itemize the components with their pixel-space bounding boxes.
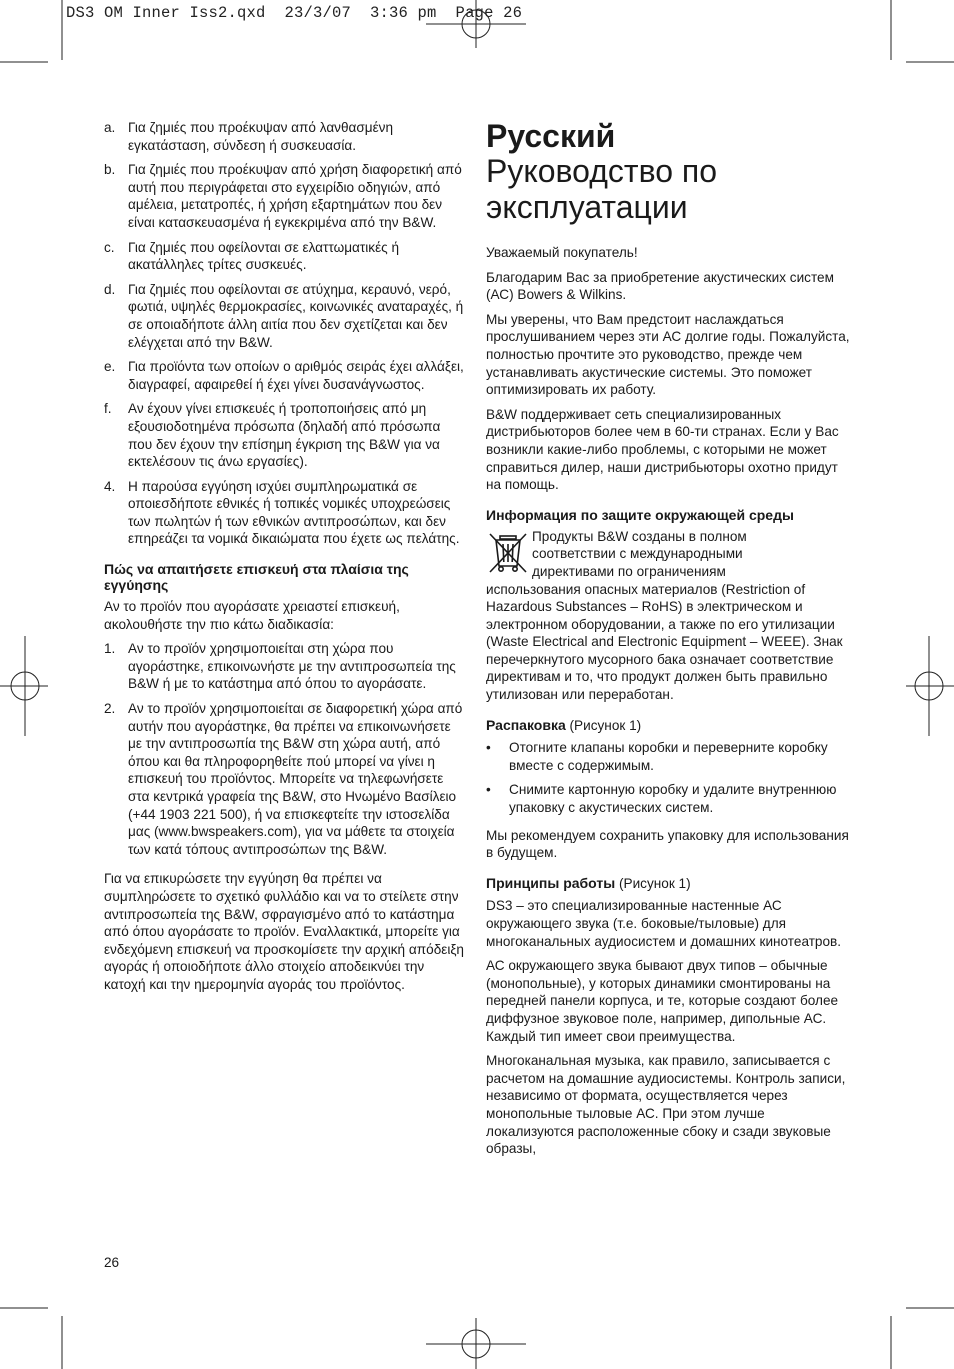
warranty-intro: Αν το προϊόν που αγοράσατε χρειαστεί επισκευή, ακολουθήστε την πιο κάτω διαδικασία: <box>104 599 400 632</box>
paragraph: Мы рекомендуем сохранить упаковку для использования в будущем. <box>486 827 849 861</box>
greeting: Уважаемый покупатель! <box>486 245 638 260</box>
environment-line: директивами по ограничениям <box>532 563 726 579</box>
environment-text: использования опасных материалов (Restriction of Hazardous Substances – RoHS) в электрическом и электронном оборудовании, а также по его утилизации (Waste Electrical and Electronic Equipment – WEEE). Знак перечеркнутого мусорного бака означает соответствие директивам и то, что продукт должен быть правильно утилизован или переработан. <box>486 581 843 703</box>
page-number: 26 <box>104 1255 120 1270</box>
paragraph: Мы уверены, что Вам предстоит наслаждаться прослушиванием через эти АС долгие годы. Пожалуйста, полностью прочтите это руководство, прежде чем устанавливать акустические системы. Это поможет оптимизировать их работу. <box>486 311 850 398</box>
language-title: Русский <box>486 118 616 154</box>
list-item: 4. Η παρούσα εγγύηση ισχύει συμπληρωματικά σε οποιεσδήποτε εθνικές ή τοπικές νομικές υποχρεώσεις των πωλητών ή των εθνικών αντιπροσώπων, και δεν επηρεάζει τα νομικά δικαιώματα που έχετε ως πελάτης. <box>104 478 460 547</box>
list-item: a. Για ζημιές που προέκυψαν από λανθασμένη εγκατάσταση, σύνδεση ή συσκευασία. <box>104 120 394 153</box>
operation-heading: Принципы работы (Рисунок 1) <box>486 874 691 891</box>
list-item: 2. Αν το προϊόν χρησιμοποιείται σε διαφορετική χώρα από αυτήν που αγοράστηκε, θα πρέπει να επικοινωνήσετε με την αντιπροσωπία της B&W στη χώρα αυτή, από όπου και θα πληροφορηθείτε πού μπορεί να γίνει η επισκευή του προϊόντος. Μπορείτε να τηλεφωνήσετε στα κεντρικά γραφεία της B&W, στο Ηνωμένο Βασίλειο (+44 1903 221 500), ή να επισκεφτείτε την ιστοσελίδα μας (www.bwspeakers.com), για να μάθετε τα στοιχεία των κατά τόπους αντιπροσώπων της B&W. <box>104 701 463 857</box>
list-item: d. Για ζημιές που οφείλονται σε ατύχημα, κεραυνό, νερό, φωτιά, υψηλές θερμοκρασίες, κοινωνικές αναταραχές, ή σε οποιαδήποτε άλλη αιτία που δεν σχετίζεται και δεν ελέγχεται από την B&W. <box>104 281 464 350</box>
list-item: b. Για ζημιές που προέκυψαν από χρήση διαφορετική από αυτή που περιγράφεται στο εγχειρίδιο οδηγιών, από αμέλεια, μετατροπές, ή χρήση εξαρτημάτων που δεν είναι κατασκευασμένα ή εγκεκριμένα από την B&W. <box>104 162 462 230</box>
environment-block <box>486 528 852 704</box>
paragraph: B&W поддерживает сеть специализированных дистрибьюторов более чем в 60-ти странах. Если у Вас возникли какие-либо проблемы, с которыми не может справиться дилер, наши дистрибьюторы охотно придут на помощь. <box>486 406 839 493</box>
print-slug: DS3 OM Inner Iss2.qxd 23/3/07 3:36 pm Page 26 <box>66 4 523 22</box>
environment-heading: Информация по защите окружающей среды <box>486 506 794 523</box>
warranty-closing: Για να επικυρώσετε την εγγύηση θα πρέπει να συμπληρώσετε το σχετικό φυλλάδιο και να το στείλετε στην αντιπροσωπεία της B&W, σφραγισμένο από το κατάστημα από όπου αγοράσατε το προϊόν. Εναλλακτικά, μπορείτε για ενδεχόμενη επισκευή να προσκομίσετε την αρχική απόδειξη αγοράς ή οποιοδήποτε άλλο στοιχείο αποδεικνύει την κατοχή και την ημερομηνία αγοράς του προϊόντος. <box>104 871 464 992</box>
greek-column <box>104 119 468 1001</box>
warranty-claim-heading: Πώς να απαιτήσετε επισκευή στα πλαίσια της εγγύησης <box>104 561 409 594</box>
unpacking-heading: Распаковка (Рисунок 1) <box>486 716 642 733</box>
list-item: f. Αν έχουν γίνει επισκευές ή τροποποιήσεις από μη εξουσιοδοτημένα πρόσωπα (δηλαδή από πρόσωπα που δεν έχουν την επίσημη έγκριση της B&W για να εκτελέσουν τις άνω εργασίες). <box>104 401 441 470</box>
russian-column <box>486 119 852 1165</box>
list-item: e. Για προϊόντα των οποίων ο αριθμός σειράς έχει αλλάξει, διαγραφεί, αφαιρεθεί ή έχει γίνει δυσανάγνωστος. <box>104 359 464 392</box>
environment-line: соответствии с международными <box>532 546 743 562</box>
paragraph: Благодарим Вас за приобретение акустических систем (АС) Bowers & Wilkins. <box>486 269 834 303</box>
list-item: c. Για ζημιές που οφείλονται σε ελαττωματικές ή ακατάλληλες τρίτες συσκευές. <box>104 239 400 273</box>
weee-crossed-bin-icon <box>486 530 530 574</box>
list-item: • Отогните клапаны коробки и переверните коробку вместе с содержимым. <box>486 740 828 773</box>
environment-line: Продукты B&W созданы в полном <box>532 528 747 544</box>
manual-title: Руководство по эксплуатации <box>486 153 718 225</box>
paragraph: Многоканальная музыка, как правило, записывается с расчетом на домашние аудиосистемы. Контроль записи, независимо от формата, осуществляется через монопольные тыловые АС. При этом лучше локализуются расположенные сбоку и сзади звуковые образы, <box>486 1053 846 1157</box>
paragraph: АС окружающего звука бывают двух типов – обычные (монопольные), у которых динамики смонтированы на передней панели корпуса, и те, которые создают более диффузное звуковое поле, например, дипольные АС. Каждый тип имеет свои преимущества. <box>486 958 839 1044</box>
paragraph: DS3 – это специализированные настенные АС окружающего звука (т.е. боковые/тыловые) для многоканальных аудиосистем и домашних кинотеатров. <box>486 898 842 949</box>
list-item: 1. Αν το προϊόν χρησιμοποιείται στη χώρα που αγοράστηκε, επικοινωνήστε με την αντιπροσωπεία της B&W ή με το κατάστημα από όπου το αγοράσατε. <box>104 641 456 692</box>
list-item: • Снимите картонную коробку и удалите внутреннюю упаковку с акустических систем. <box>486 782 837 816</box>
